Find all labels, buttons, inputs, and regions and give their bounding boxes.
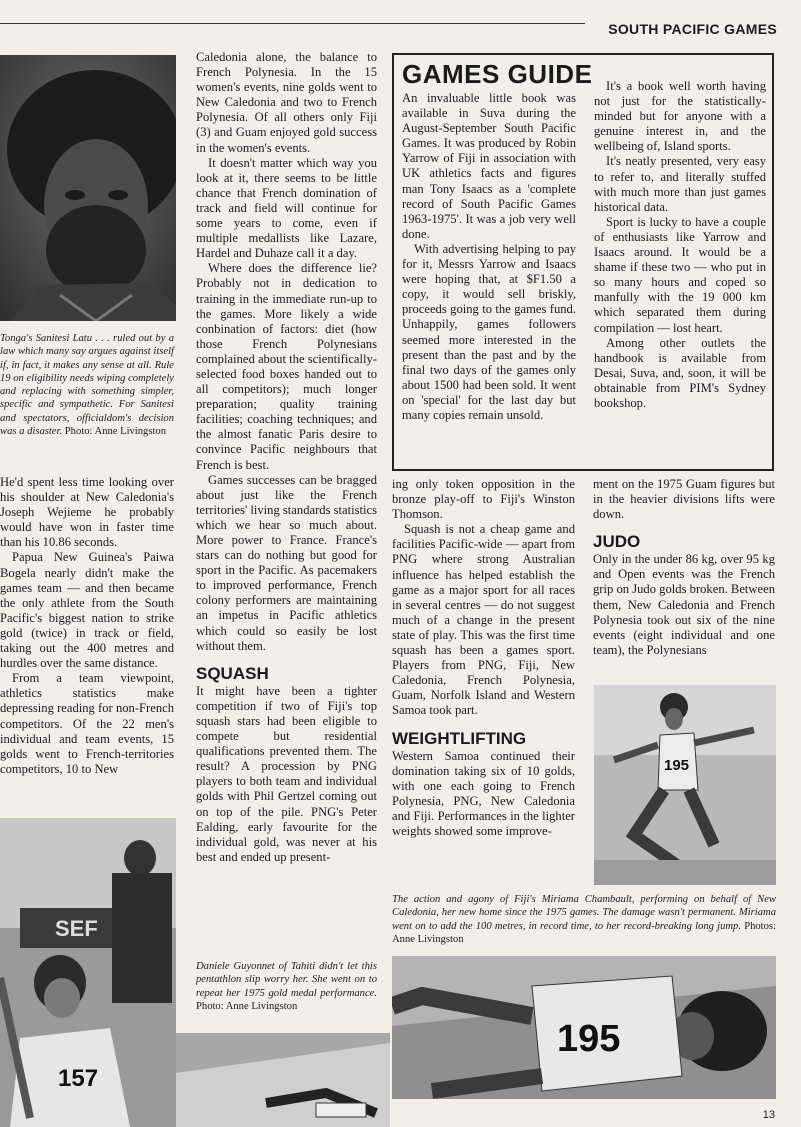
games-guide-title: GAMES GUIDE [402, 59, 593, 89]
column-1 [0, 475, 174, 777]
col3-paragraph: ing only token opposition in the bronze play-off to Fiji's Winston Thomson. [392, 477, 575, 522]
caption-latu-credit: Photo: Anne Livingston [64, 426, 167, 438]
games-guide-paragraph: It's neatly presented, very easy to refer to, and literally stuffed with much more than just games historical data. [594, 154, 766, 214]
svg-text:157: 157 [58, 1065, 99, 1092]
games-guide-paragraph: With advertising helping to pay for it, Messrs Yarrow and Isaacs were hoping that, at $F1.50 a copy, it would sell briskly, proceeds going to the games fund. Unhappily, games followers seemed more interested in the present than the past and by the final two days of the games only about 1500 had been sold. It went on 'special' for the last day but many copies remain unsold. [402, 241, 576, 422]
heading-squash: SQUASH [196, 663, 269, 683]
col2-paragraph: Caledonia alone, the balance to French Polynesia. In the 15 women's events, nine golds went to New Caledonia and two to French Polynesia. Of all others only Fiji (3) and Guam enjoyed gold success in the women's events. [196, 50, 377, 155]
col4-paragraph: Only in the under 86 kg, over 95 kg and Open events was the French grip on Judo golds broken. Between them, New Caledonia and French Polynesia took out six of the nine events (eight individual and one team), the Polynesians [593, 552, 775, 657]
caption-guyonnet [196, 960, 377, 1013]
caption-guyonnet-text: Daniele Guyonnet of Tahiti didn't let this pentathlon slip worry her. She went on to repeat her 1975 gold medal performance. [196, 961, 377, 999]
column-2 [196, 50, 377, 865]
games-guide-right-column [594, 79, 766, 411]
caption-chambault-credit: Photos: Anne Livingston [392, 920, 776, 945]
photo-chambault-jump [594, 685, 776, 885]
header-rule [0, 23, 585, 24]
column-4 [593, 477, 775, 658]
svg-text:SEF: SEF [55, 916, 98, 941]
games-guide-left-column [402, 91, 576, 423]
photo-daniele-guyonnet [0, 818, 176, 1127]
games-guide-paragraph: Among other outlets the handbook is available from Desai, Suva, and, soon, it will be obtainable from PIM's Sydney bookshop. [594, 335, 766, 410]
column-3 [392, 477, 575, 839]
col2-paragraph: Games successes can be bragged about just like the French territories' living standards statistics which we hear so much about. More power to France. France's stars can do nothing but good for sport in the Pacific. As pacemakers to improved performance, French colony performers are maintaining an impetus in Pacific athletics which could so easily be lost without them. [196, 472, 377, 653]
col2-paragraph: It doesn't matter which way you look at it, there seems to be little chance that French domination of track and field will continue for some years to come, even if multiple medallists like Lazare, Hardel and Duhaze call it a day. [196, 155, 377, 261]
caption-latu-text: Tonga's Sanitesi Latu . . . ruled out by a law which many say argues against itself if, in fact, it makes any sense at all. Rule 19 on eligibility needs wiping completely and replacing with something simpler, specific and sympathetic. For Sanitesi and spectators, officialdom's decision was a disaster. [0, 333, 174, 438]
heading-weightlifting: WEIGHTLIFTING [392, 728, 527, 748]
games-guide-paragraph: It's a book well worth having not just for the statistically-minded but for anyone with a genuine interest in, and the wellbeing of, Island sports. [594, 79, 766, 154]
col2-paragraph: It might have been a tighter competition if two of Fiji's top squash stars had been eligible to compete but residential qualifications prevented them. The result? A procession by PNG players to both team and individual golds with Phil Gertzel coming out on top of the pile. PNG's Peter Ealding, early favourite for the individual gold, was never at his best and ended up present- [196, 683, 377, 864]
caption-chambault [392, 893, 776, 946]
svg-text:195: 195 [664, 757, 690, 774]
col4-paragraph: ment on the 1975 Guam figures but in the heavier divisions lifts were down. [593, 477, 775, 522]
caption-chambault-text: The action and agony of Fiji's Miriama Chambault, performing on behalf of New Caledonia, her new home since the 1975 games. The damage wasn't permanent. Miriama went on to add the 100 metres, in record time, to her record-breaking long jump. [392, 894, 776, 932]
games-guide-paragraph: An invaluable little book was available in Suva during the August-September South Pacific Games. It was produced by Robin Yarrow of Fiji in association with UK athletics facts and figures man Tony Isaacs as a 'complete record of South Pacific Games 1963-1975'. It was a job very well done. [402, 91, 576, 241]
caption-guyonnet-credit: Photo: Anne Livingston [196, 1000, 298, 1012]
col2-paragraph: Where does the difference lie? Probably not in dedication to training in the immediate run-up to the games. More likely a wide conbination of factors: diet (how those French Polynesians complained about the scientifically-selected food boxes handed out to all competitors); much longer preparation; quality training facilities; coaching techniques; and the almost fanatic Paris desire to convince Pacific neighbours that French is best. [196, 261, 377, 472]
games-guide-paragraph: Sport is lucky to have a couple of enthusiasts like Yarrow and Isaacs around. It would be a shame if these two — who put in so many hours and coped so manfully with the 19 000 km which separated them during compilation — lost heart. [594, 214, 766, 335]
games-guide-box [392, 53, 774, 471]
col1-paragraph: He'd spent less time looking over his shoulder at New Caledonia's Joseph Wejieme he probably would have won in faster time than his 10.86 seconds. [0, 475, 174, 550]
col1-paragraph: From a team viewpoint, athletics statistics make depressing reading for non-French competitors. Of the 22 men's individual and team events, 15 golds went to French-territories competitors, 10 to New [0, 671, 174, 776]
col1-paragraph: Papua New Guinea's Paiwa Bogela nearly didn't make the games team — and then became the only athlete from the South Pacific's biggest nation to strike gold (twice) in track or field, taking out the 400 metres and hurdles over the same distance. [0, 550, 174, 671]
caption-latu [0, 332, 174, 438]
section-title: SOUTH PACIFIC GAMES [608, 21, 777, 37]
photo-guyonnet-continuation [176, 1033, 390, 1127]
svg-text:195: 195 [557, 1018, 621, 1060]
photo-sanitesi-latu [0, 55, 176, 321]
col3-paragraph: Squash is not a cheap game and facilities Pacific-wide — apart from PNG where strong Australian influence has helped establish the game as a major sport for all races in several centres — do not suggest much of a change in the present state of play. This was the first time squash has been a games sport. Players from PNG, Fiji, New Caledonia, French Polynesia, Guam, Norfolk Island and Western Samoa took part. [392, 522, 575, 718]
photo-chambault-landing [392, 956, 776, 1099]
heading-judo: JUDO [593, 532, 641, 552]
col3-paragraph: Western Samoa continued their domination taking six of 10 golds, with one each going to French Polynesia, PNG, New Caledonia and Fiji. Performances in the lighter weights showed some improve- [392, 748, 575, 838]
page-number: 13 [762, 1109, 775, 1121]
